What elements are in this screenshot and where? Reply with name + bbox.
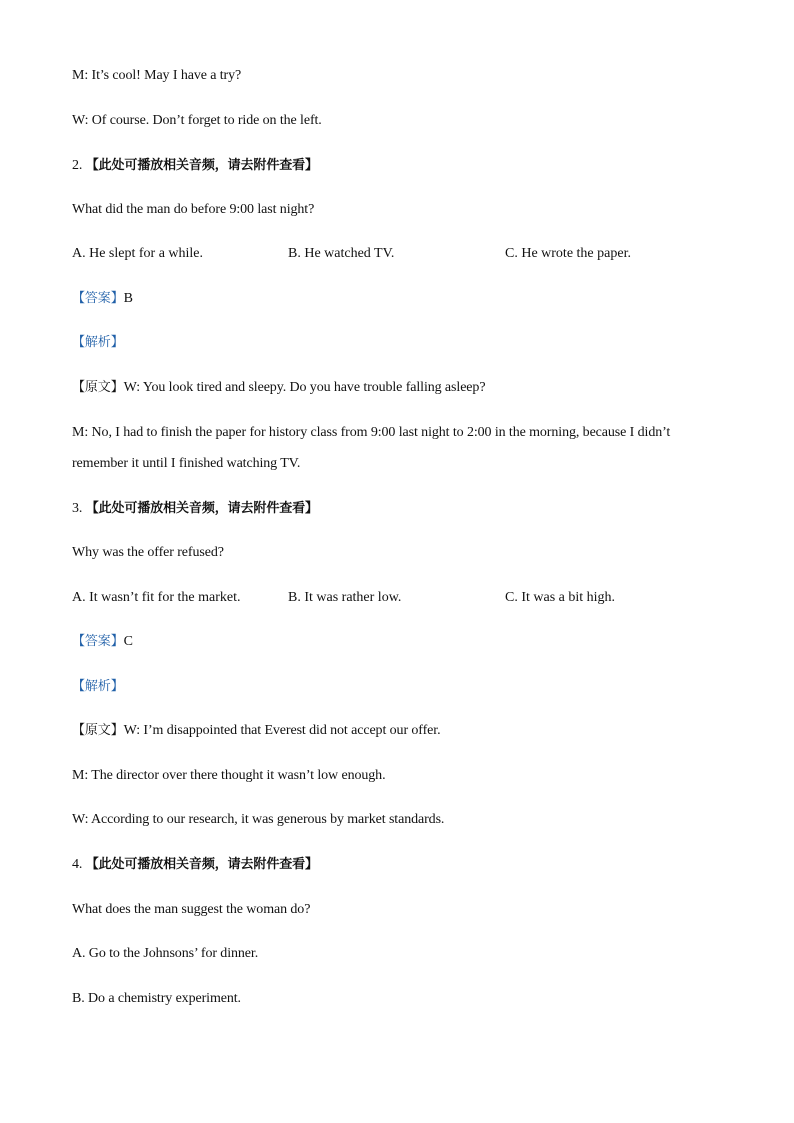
option-c: C. He wrote the paper. [505, 246, 631, 261]
analysis-tag: 【解析】 [72, 335, 124, 350]
question-text: What did the man do before 9:00 last night? [72, 202, 315, 217]
source-tag: 【原文】 [72, 380, 124, 395]
question-text: Why was the offer refused? [72, 545, 224, 560]
question-header [72, 157, 318, 175]
question-header [72, 856, 318, 874]
audio-note: 【此处可播放相关音频，请去附件查看】 [85, 857, 318, 872]
answer-value: C [123, 634, 133, 649]
question-number: 2. [72, 158, 83, 173]
question-number: 4. [72, 857, 83, 872]
answer-tag: 【答案】 [72, 291, 124, 306]
dialogue-line: W: According to our research, it was generous by market standards. [72, 812, 445, 827]
source-line [72, 722, 441, 740]
answer-tag: 【答案】 [72, 634, 124, 649]
analysis-line [72, 678, 124, 696]
question-text: What does the man suggest the woman do? [72, 902, 311, 917]
answer-line [72, 290, 133, 308]
dialogue-line: W: Of course. Don’t forget to ride on the left. [72, 113, 322, 128]
option-c: C. It was a bit high. [505, 590, 616, 605]
source-tag: 【原文】 [72, 723, 124, 738]
source-text: W: You look tired and sleepy. Do you have trouble falling asleep? [123, 380, 486, 395]
analysis-tag: 【解析】 [72, 679, 124, 694]
answer-line [72, 633, 133, 651]
option-a: A. He slept for a while. [72, 246, 204, 261]
source-line [72, 379, 485, 397]
answer-value: B [123, 291, 133, 306]
option-b: B. He watched TV. [288, 246, 395, 261]
option-a: A. It wasn’t fit for the market. [72, 590, 241, 605]
dialogue-line: M: No, I had to finish the paper for history class from 9:00 last night to 2:00 in the morning, because I didn’t [72, 425, 671, 440]
question-number: 3. [72, 501, 83, 516]
source-text: W: I’m disappointed that Everest did not accept our offer. [123, 723, 441, 738]
analysis-line [72, 334, 124, 352]
audio-note: 【此处可播放相关音频，请去附件查看】 [85, 158, 318, 173]
option-a: A. Go to the Johnsons’ for dinner. [72, 946, 259, 961]
dialogue-line: M: It’s cool! May I have a try? [72, 68, 242, 83]
audio-note: 【此处可播放相关音频，请去附件查看】 [85, 501, 318, 516]
option-b: B. Do a chemistry experiment. [72, 991, 241, 1006]
option-b: B. It was rather low. [288, 590, 402, 605]
question-header [72, 500, 318, 518]
dialogue-line: remember it until I finished watching TV. [72, 456, 301, 471]
dialogue-line: M: The director over there thought it wasn’t low enough. [72, 768, 386, 783]
